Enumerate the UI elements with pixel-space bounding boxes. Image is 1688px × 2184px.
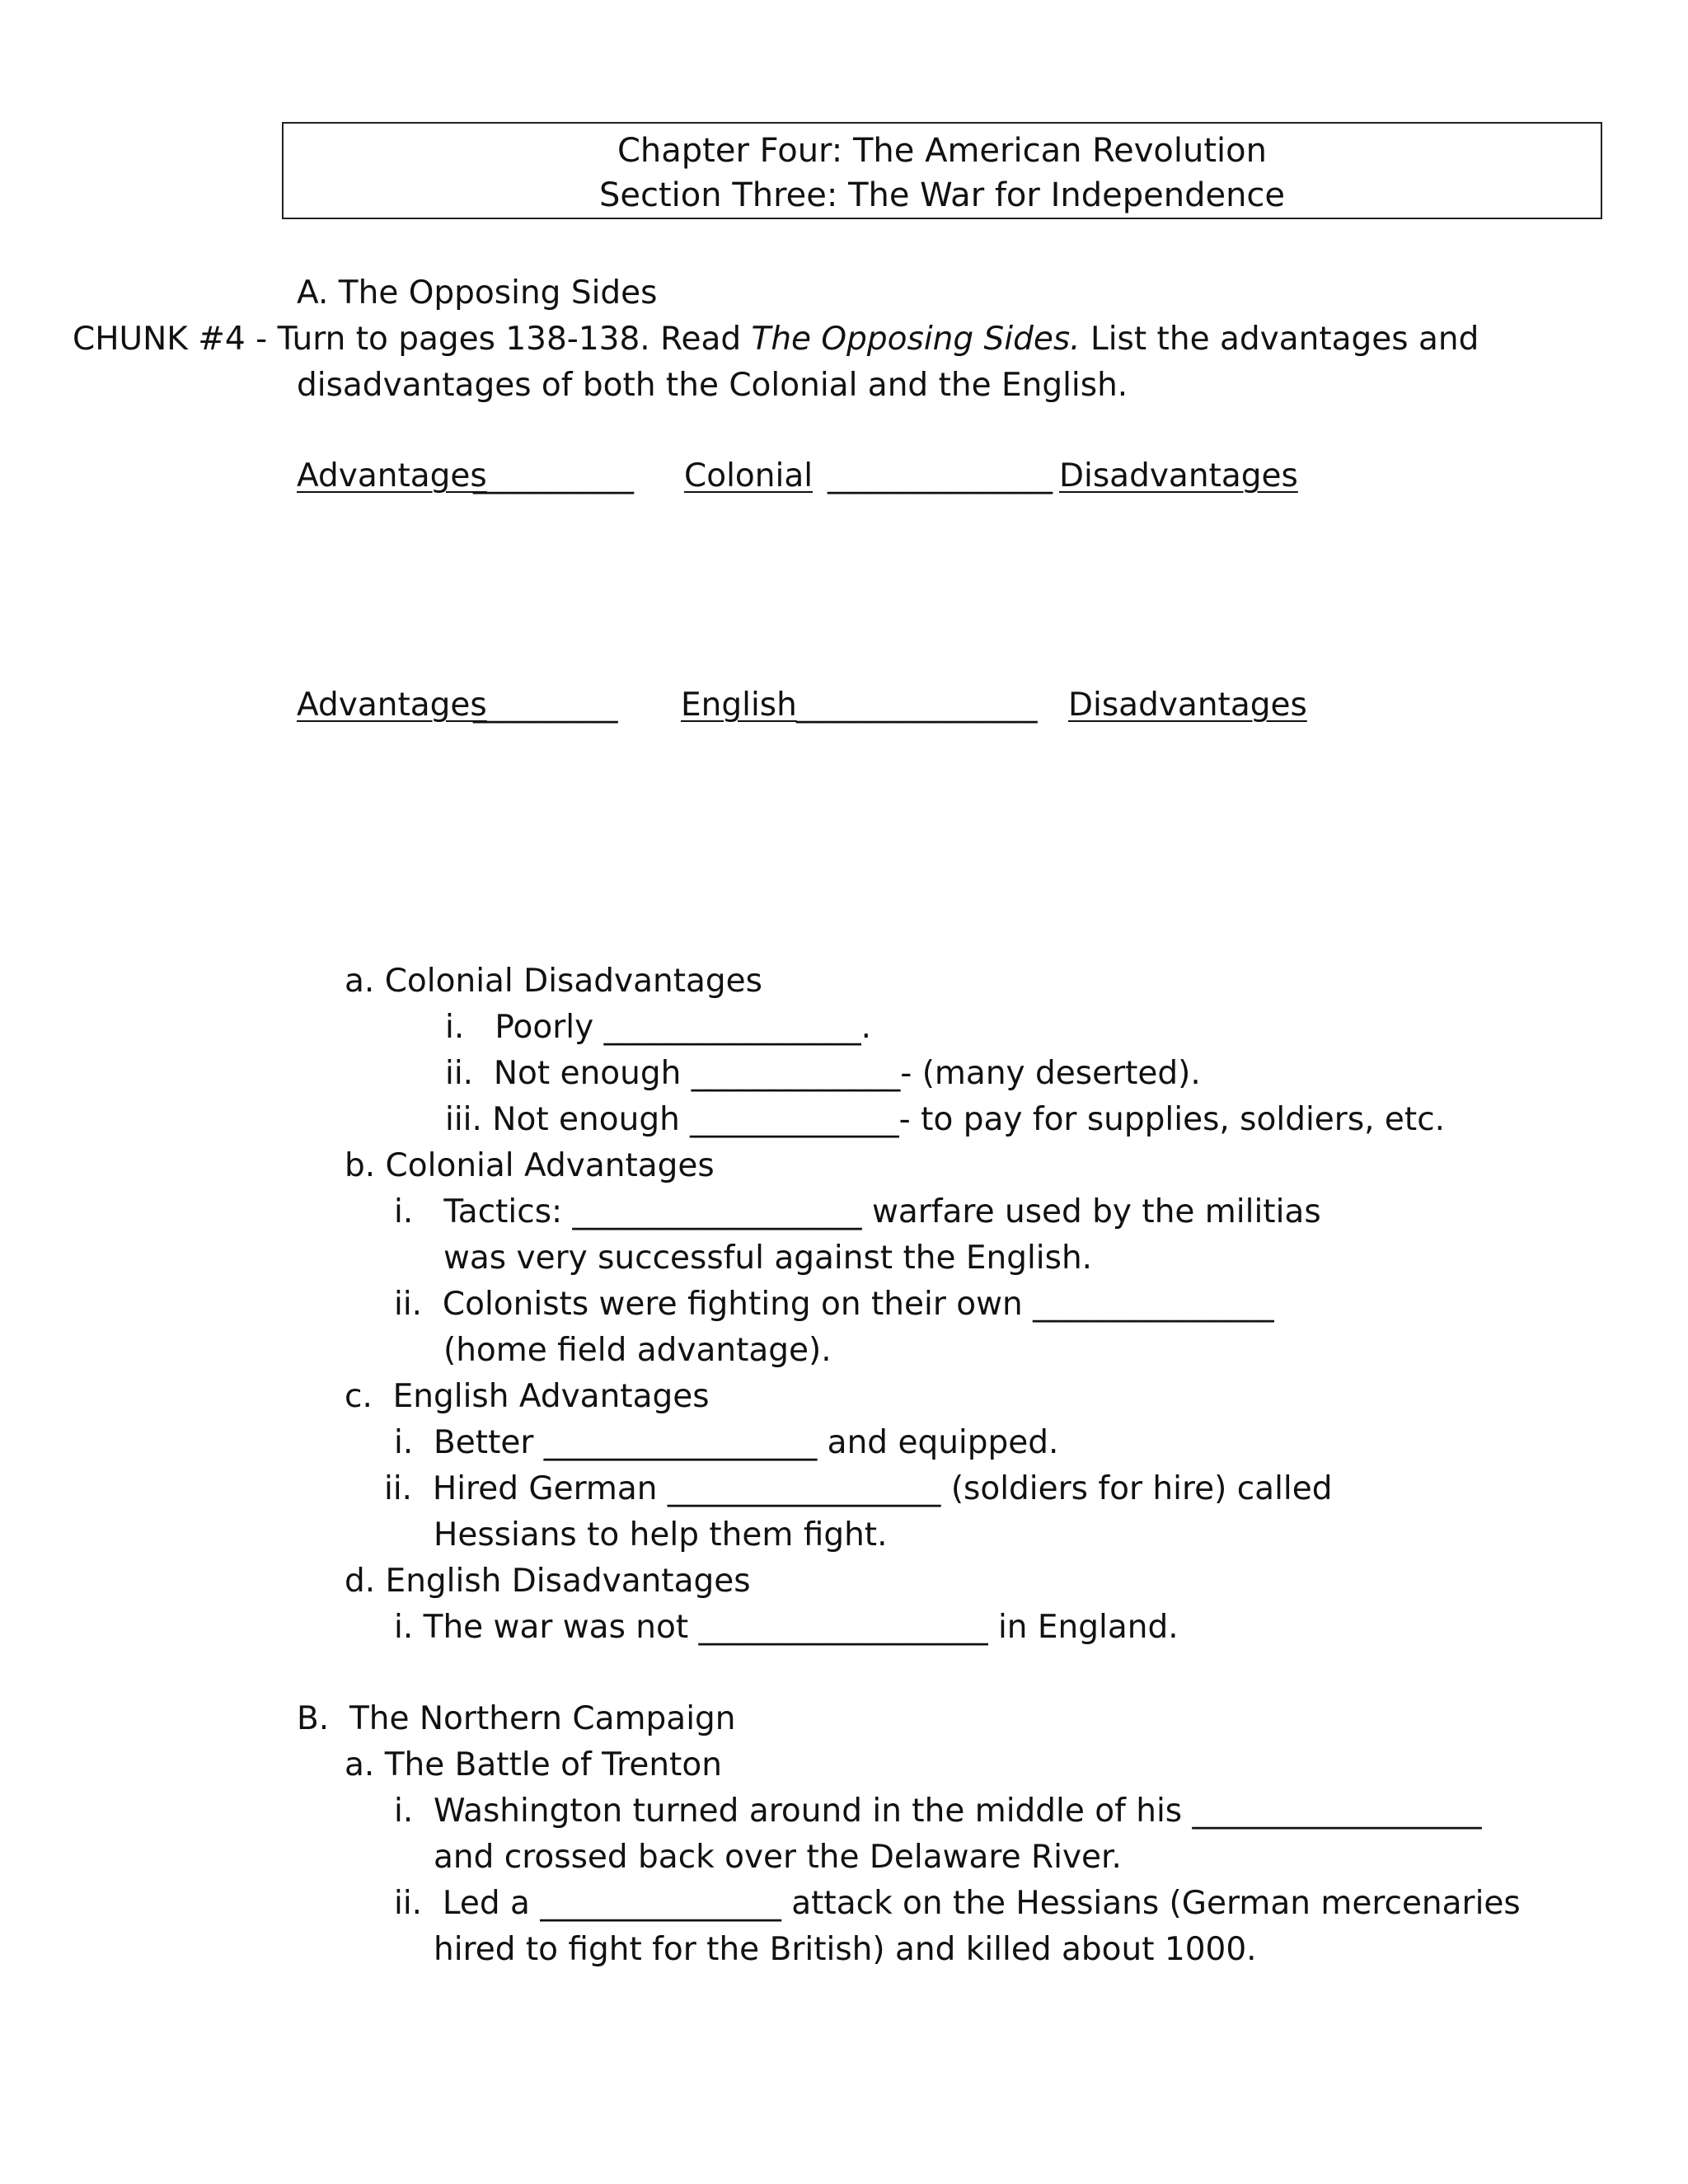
colonial-advantage-ii: ii. Colonists were fighting on their own _______________ — [394, 1286, 1274, 1323]
trenton-item-ii-cont: hired to fight for the British) and killed about 1000. — [434, 1931, 1257, 1968]
battle-of-trenton-heading: a. The Battle of Trenton — [345, 1746, 722, 1783]
colonial-gap2: ______________ — [828, 457, 1053, 494]
section-title: Section Three: The War for Independence — [598, 176, 1286, 214]
colonial-label: Colonial — [684, 457, 814, 494]
chunk-instructions-line2: disadvantages of both the Colonial and the English. — [297, 367, 1128, 404]
colonial-disadvantage-ii: ii. Not enough _____________- (many deserted). — [445, 1055, 1201, 1092]
colonial-advantages-heading: b. Colonial Advantages — [345, 1147, 715, 1184]
trenton-item-i-cont: and crossed back over the Delaware River. — [434, 1839, 1122, 1876]
colonial-disadvantage-iii: iii. Not enough _____________- to pay for supplies, soldiers, etc. — [445, 1101, 1446, 1138]
colonial-advantage-i-cont: was very successful against the English. — [443, 1240, 1093, 1277]
part-a-heading: A. The Opposing Sides — [297, 274, 658, 312]
trenton-item-ii: ii. Led a _______________ attack on the Hessians (German mercenaries — [394, 1885, 1521, 1922]
colonial-advantage-i: i. Tactics: __________________ warfare used by the militias — [394, 1193, 1321, 1230]
english-advantage-ii-cont: Hessians to help them fight. — [434, 1516, 888, 1554]
colonial-gap1: __________ — [473, 457, 634, 494]
chunk-instructions — [73, 318, 1479, 361]
trenton-item-i: i. Washington turned around in the middle of his __________________ — [394, 1793, 1482, 1830]
title-box — [282, 122, 1602, 219]
english-header — [681, 684, 797, 727]
colonial-advantages-label: Advantages — [297, 457, 487, 494]
colonial-advantage-ii-cont: (home field advantage). — [443, 1332, 832, 1369]
colonial-header — [684, 455, 813, 498]
colonial-disadvantages-label: Disadvantages — [1059, 457, 1298, 494]
english-advantages-label: Advantages — [297, 687, 487, 724]
colonial-disadvantage-i: i. Poorly ________________. — [445, 1009, 872, 1046]
chunk-reading-title: The Opposing Sides. — [751, 321, 1081, 358]
english-disadvantage-i: i. The war was not __________________ in England. — [394, 1609, 1179, 1646]
english-disadvantages-label: Disadvantages — [1068, 687, 1307, 724]
english-advantages-header — [297, 684, 487, 727]
colonial-disadvantages-heading: a. Colonial Disadvantages — [345, 963, 762, 1000]
english-advantages-heading: c. English Advantages — [345, 1378, 710, 1415]
english-advantage-ii: ii. Hired German _________________ (soldiers for hire) called — [384, 1470, 1333, 1507]
english-disadvantages-heading: d. English Disadvantages — [345, 1563, 751, 1600]
english-gap2: _______________ — [796, 687, 1038, 724]
part-b-heading: B. The Northern Campaign — [297, 1700, 736, 1737]
english-gap1: _________ — [473, 687, 618, 724]
colonial-advantages-header — [297, 455, 487, 498]
chunk-prefix: CHUNK #4 - Turn to pages 138-138. Read — [73, 321, 752, 358]
colonial-disadvantages-header — [1059, 455, 1298, 498]
chunk-suffix: List the advantages and — [1080, 321, 1479, 358]
english-advantage-i: i. Better _________________ and equipped. — [394, 1424, 1059, 1461]
chapter-title: Chapter Four: The American Revolution — [617, 132, 1267, 170]
english-disadvantages-header — [1068, 684, 1307, 727]
english-label: English — [681, 687, 797, 724]
